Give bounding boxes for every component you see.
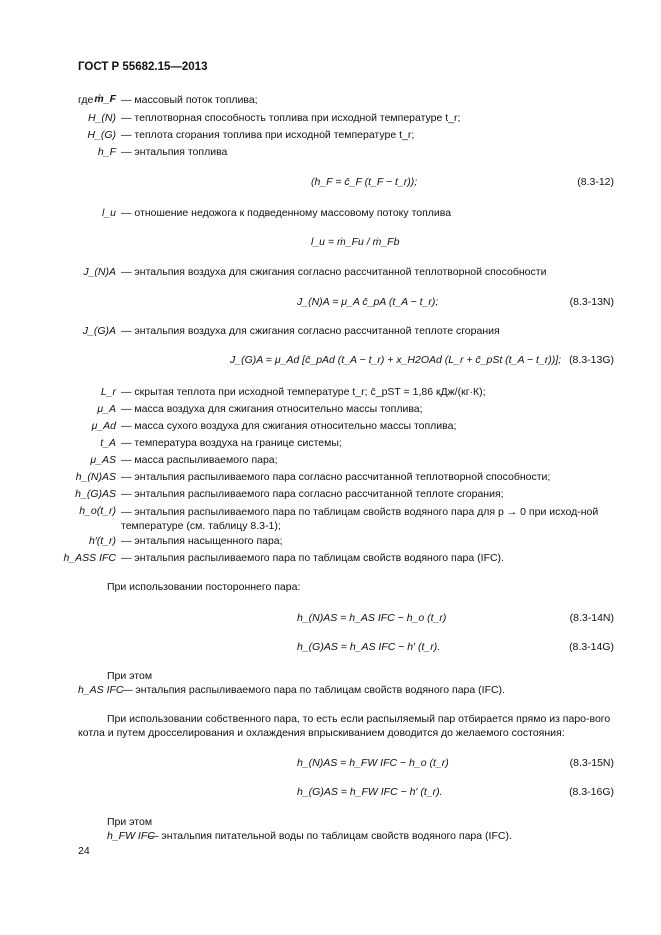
pri-etom-2: При этом — [107, 816, 153, 828]
sym-muAd: μ_Ad — [91, 420, 116, 432]
equation-8-3-13G: J_(G)A = μ_Ad [c̄_pAd (t_A − t_r) + x_H2OAd (L_r + c̄_pSt (t_A − t_r))]; — [230, 354, 562, 366]
def-text-tA: — температура воздуха на границе системы; — [121, 437, 342, 449]
sym-hGAS: h_(G)AS — [75, 488, 116, 500]
sym-hNAS: h_(N)AS — [75, 471, 116, 483]
equation-8-3-14G: h_(G)AS = h_AS IFC − h′ (t_r). — [297, 641, 441, 653]
equation-lu: l_u = ṁ_Fu / ṁ_Fb — [311, 236, 400, 248]
sym-hFW-IFC: h_FW IFC — [107, 830, 155, 842]
equation-number-8-3-16G: (8.3-16G) — [569, 786, 614, 798]
pri-etom-1: При этом — [107, 670, 153, 682]
document-header: ГОСТ Р 55682.15—2013 — [78, 61, 208, 73]
equation-number-8-3-13N: (8.3-13N) — [569, 296, 614, 308]
page-number: 24 — [78, 845, 90, 857]
sym-tA: t_A — [100, 437, 116, 449]
def-text-hAS-IFC: — энтальпия распыливаемого пара по таблицам свойств водяного пара (IFC). — [122, 684, 505, 696]
def-text-lu: — отношение недожога к подведенному массовому потоку топлива — [121, 207, 452, 219]
equation-8-3-14N: h_(N)AS = h_AS IFC − h_o (t_r) — [297, 612, 447, 624]
equation-number-8-3-14G: (8.3-14G) — [569, 641, 614, 653]
sym-muAS: μ_AS — [90, 454, 116, 466]
sym-JNA: J_(N)A — [83, 266, 116, 278]
sym-hF: h_F — [97, 146, 116, 158]
sym-JGA: J_(G)A — [82, 325, 116, 337]
paragraph-foreign-steam: При использовании постороннего пара: — [107, 581, 301, 593]
sym-muA: μ_A — [97, 403, 116, 415]
equation-8-3-13N: J_(N)A = μ_A c̄_pA (t_A − t_r); — [297, 296, 439, 308]
equation-number-8-3-15N: (8.3-15N) — [569, 757, 614, 769]
def-text-hNAS: — энтальпия распыливаемого пара согласно рассчитанной теплотворной способности; — [121, 471, 551, 483]
def-text-hF: — энтальпия топлива — [121, 146, 228, 158]
sym-HG: H_(G) — [87, 129, 116, 141]
def-text-mF: — массовый поток топлива; — [121, 94, 258, 106]
def-text-hGAS: — энтальпия распыливаемого пара согласно рассчитанной теплоте сгорания; — [121, 488, 504, 500]
equation-number-8-3-13G: (8.3-13G) — [569, 354, 614, 366]
def-text-ho-tr: — энтальпия распыливаемого пара по таблицам свойств водяного пара для p → 0 при исход-ной температуре (см. таблицу 8.3-1); — [121, 506, 599, 532]
def-text-HG: — теплота сгорания топлива при исходной температуре t_r; — [121, 129, 415, 141]
paragraph-own-steam: При использовании собственного пара, то есть если распыляемый пар отбирается прямо из паро-вого котла и путем дросселирования и охлаждения впрыскиванием доводится до желаемого состояния: — [78, 713, 611, 739]
sym-HN: H_(N) — [88, 112, 116, 124]
def-text-muA: — масса воздуха для сжигания относительно массы топлива; — [121, 403, 423, 415]
def-text-hASS-IFC: — энтальпия распыливаемого пара по таблицам свойств водяного пара (IFC). — [121, 552, 504, 564]
sym-Lr: L_r — [100, 386, 116, 398]
def-text-HN: — теплотворная способность топлива при исходной температуре t_r; — [121, 112, 461, 124]
intro-word: где — [78, 94, 94, 106]
equation-number-8-3-14N: (8.3-14N) — [569, 612, 614, 624]
sym-mF: ṁ_F — [94, 93, 116, 105]
def-text-JGA: — энтальпия воздуха для сжигания согласно рассчитанной теплоте сгорания — [121, 325, 500, 337]
def-text-muAS: — масса распыливаемого пара; — [121, 454, 278, 466]
def-text-h-prime-tr: — энтальпия насыщенного пара; — [121, 535, 283, 547]
sym-lu: l_u — [101, 207, 116, 219]
sym-hAS-IFC: h_AS IFC — [78, 684, 124, 696]
equation-8-3-15N: h_(N)AS = h_FW IFC − h_o (t_r) — [297, 757, 449, 769]
def-text-muAd: — масса сухого воздуха для сжигания относительно массы топлива; — [121, 420, 457, 432]
sym-hASS-IFC: h_ASS IFC — [63, 552, 116, 564]
def-text-JNA: — энтальпия воздуха для сжигания согласно рассчитанной теплотворной способности — [121, 266, 547, 278]
equation-number-8-3-12: (8.3-12) — [577, 176, 614, 188]
sym-ho-tr: h_o(t_r) — [79, 505, 116, 517]
def-text-Lr: — скрытая теплота при исходной температуре t_r; c̄_pST = 1,86 кДж/(кг·К); — [121, 386, 486, 398]
equation-8-3-16G: h_(G)AS = h_FW IFC − h′ (t_r). — [297, 786, 443, 798]
sym-h-prime-tr: h′(t_r) — [88, 535, 116, 547]
def-text-hFW-IFC: — энтальпия питательной воды по таблицам свойств водяного пара (IFC). — [148, 830, 512, 842]
equation-8-3-12: (h_F = c̄_F (t_F − t_r)); — [311, 176, 418, 188]
